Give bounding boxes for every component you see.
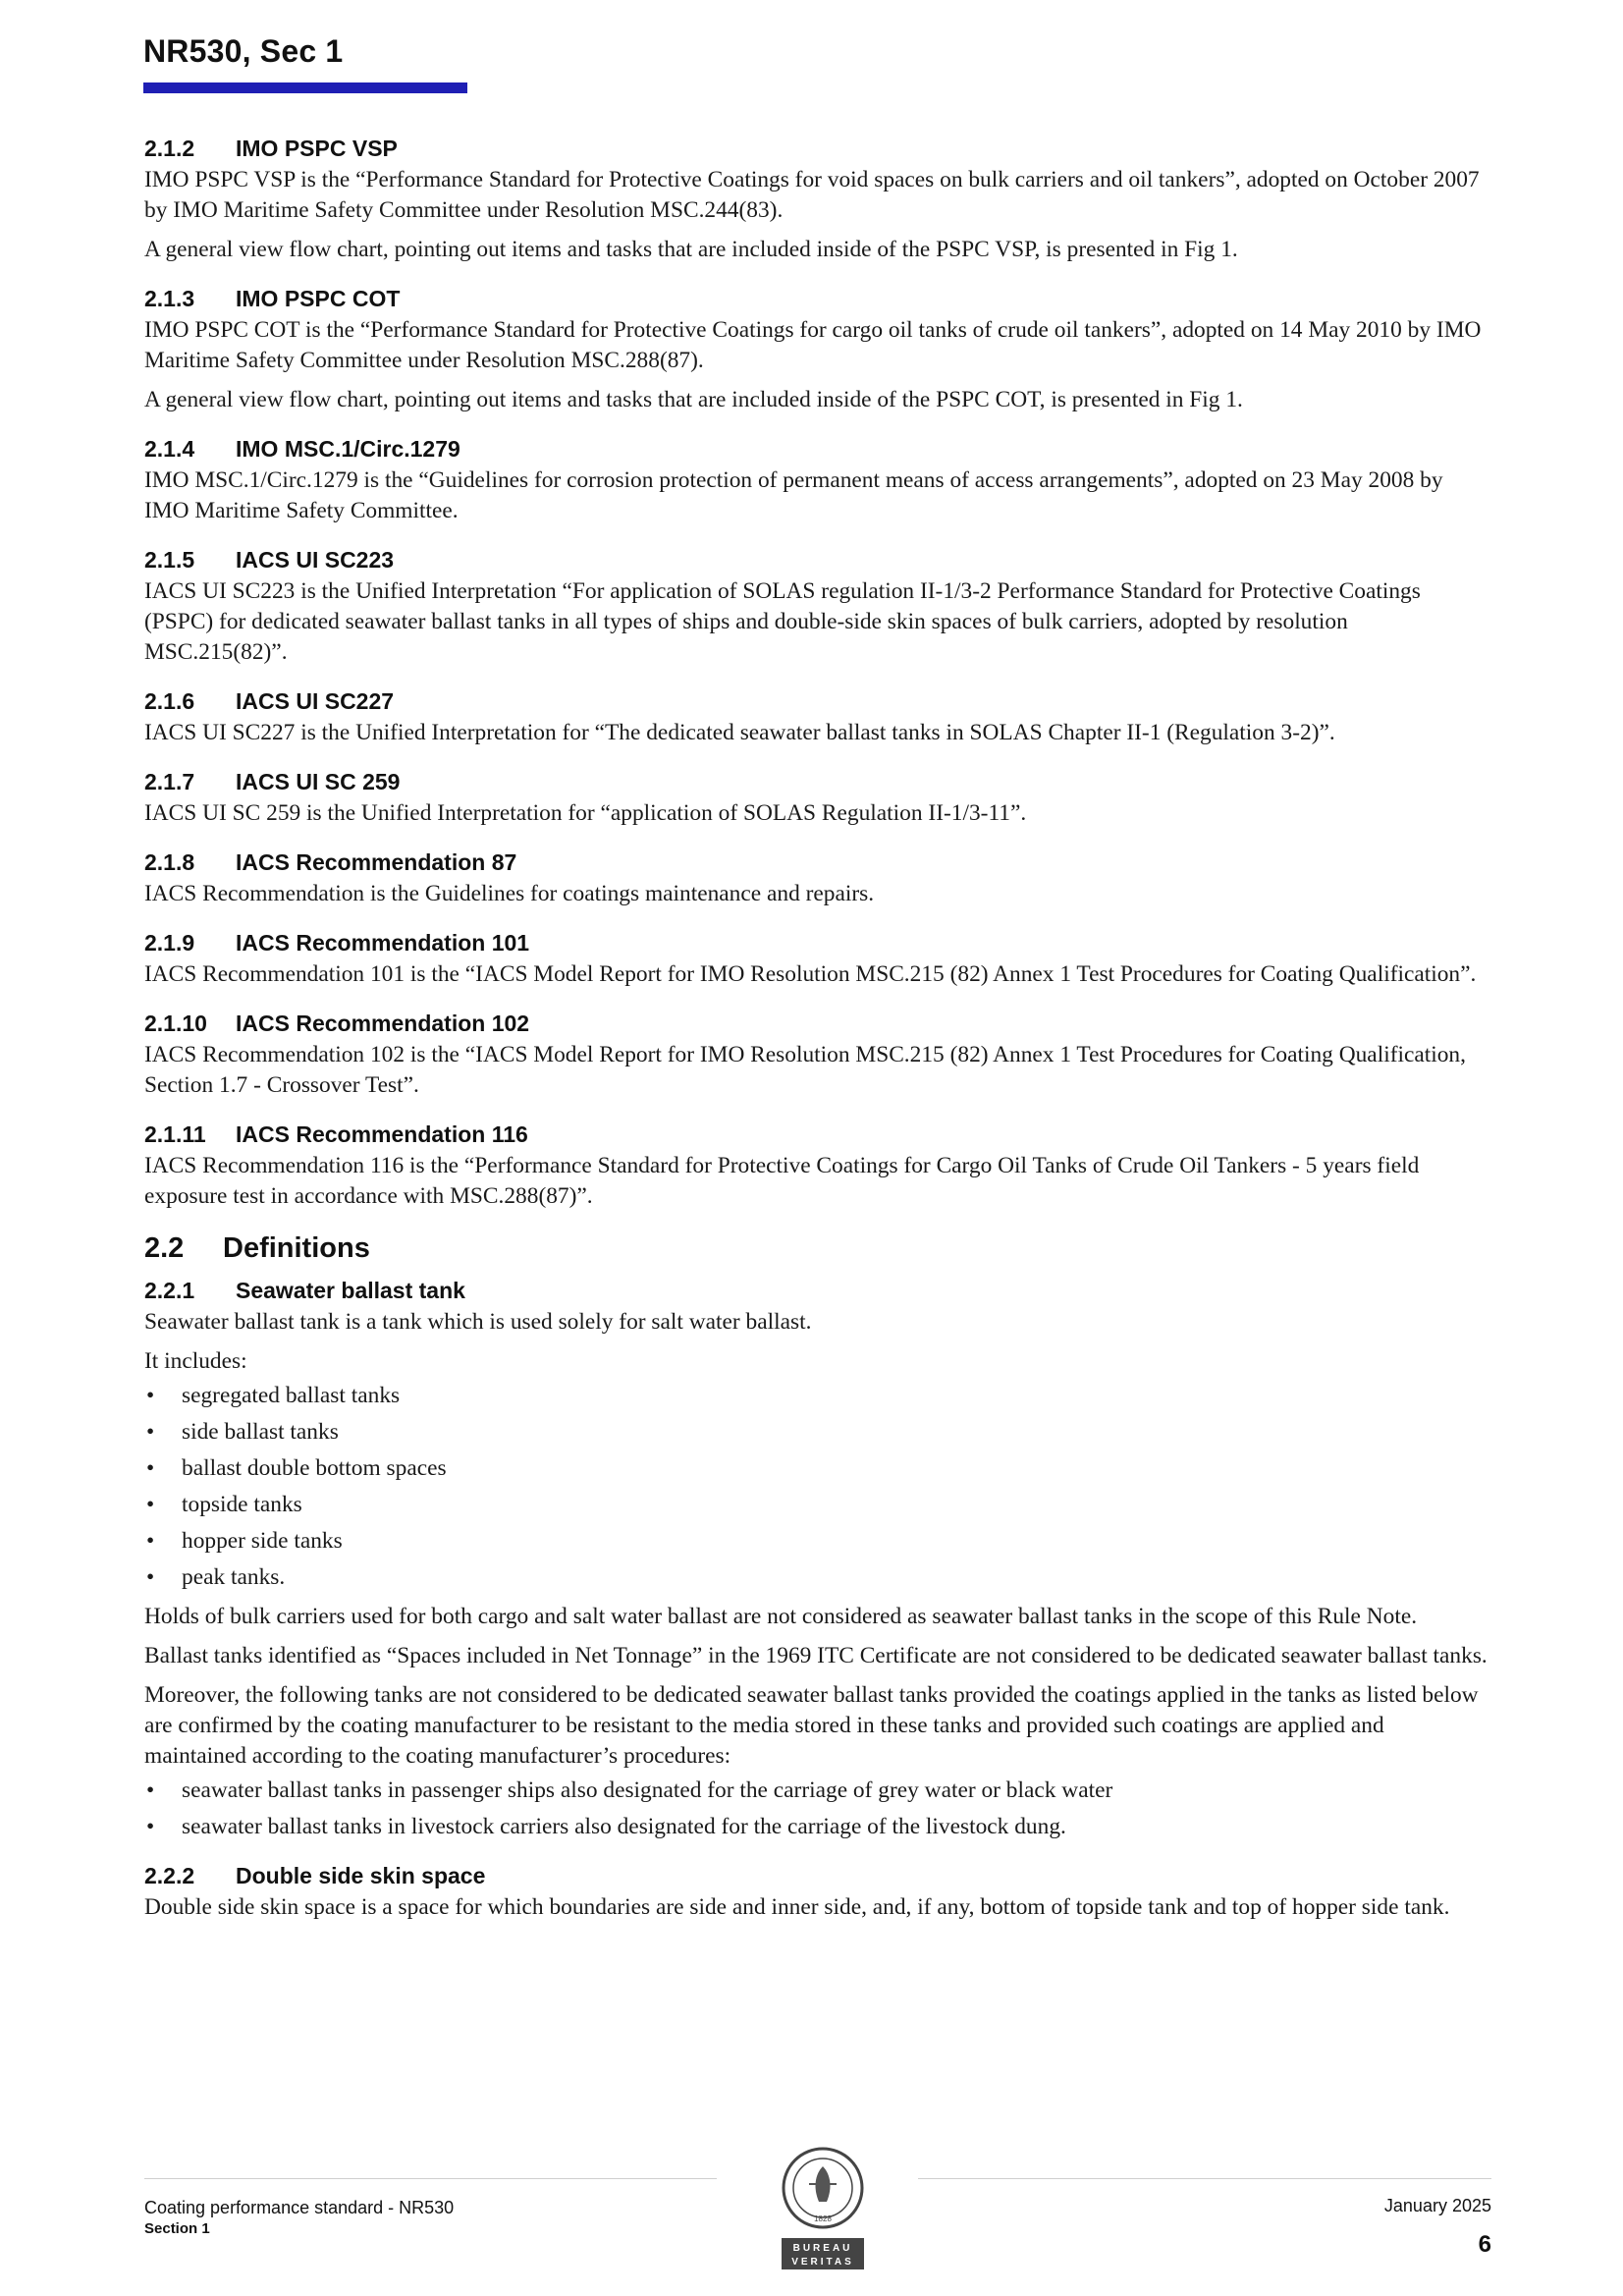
paragraph: A general view flow chart, pointing out items and tasks that are included inside of the PSPC COT, is presented in Fig 1. — [144, 387, 1243, 412]
footer-doc-title: Coating performance standard - NR530 — [144, 2198, 455, 2217]
header-accent-bar — [143, 82, 467, 93]
subsection-number: 2.1.6 — [144, 688, 195, 714]
subsection-heading — [144, 1007, 1489, 1040]
subsection-heading — [144, 765, 1489, 798]
subsection-title: IACS Recommendation 102 — [236, 1011, 530, 1036]
subsection-title: Double side skin space — [236, 1863, 486, 1888]
paragraph: IACS Recommendation 102 is the “IACS Model Report for IMO Resolution MSC.215 (82) Annex 1 Test Procedures for Coating Qualification, Section 1.7 - Crossover Test”. — [144, 1042, 1466, 1098]
document-body — [144, 132, 1489, 1940]
list-item — [144, 1453, 1489, 1484]
logo-word-2: VERITAS — [791, 2257, 854, 2268]
section-block — [144, 1007, 1489, 1101]
list-item-text: ballast double bottom spaces — [182, 1455, 447, 1481]
paragraph: Ballast tanks identified as “Spaces included in Net Tonnage” in the 1969 ITC Certificate are not considered to be dedicated seawater ballast tanks. — [144, 1643, 1488, 1668]
section-list — [144, 132, 1489, 1212]
section-block — [144, 846, 1489, 909]
subsection-heading — [144, 132, 1489, 165]
footer-date: January 2025 — [1383, 2196, 1491, 2215]
subsection-number: 2.1.8 — [144, 849, 195, 875]
subsection-title: IMO PSPC COT — [236, 286, 401, 311]
subsection-heading — [144, 543, 1489, 576]
bullet-icon: • — [146, 1814, 155, 1839]
subsection-title: IACS Recommendation 101 — [236, 930, 530, 956]
list-item — [144, 1417, 1489, 1448]
bullet-icon: • — [146, 1455, 155, 1481]
bullet-icon: • — [146, 1419, 155, 1445]
bullet-icon: • — [146, 1492, 155, 1517]
section-2-2-1 — [144, 1274, 1489, 1842]
list-item — [144, 1526, 1489, 1557]
list-item — [144, 1812, 1489, 1842]
paragraph: IACS UI SC227 is the Unified Interpretation for “The dedicated seawater ballast tanks in SOLAS Chapter II-1 (Regulation 3-2)”. — [144, 720, 1335, 745]
section-block — [144, 282, 1489, 415]
footer-section: Section 1 — [144, 2220, 210, 2237]
list-item — [144, 1381, 1489, 1411]
list-item-text: topside tanks — [182, 1492, 302, 1517]
list-item — [144, 1562, 1489, 1593]
paragraph: IACS UI SC223 is the Unified Interpretation “For application of SOLAS regulation II-1/3-2 Performance Standard for Protective Coatings (PSPC) for dedicated seawater ballast tanks in all types of ships and double-side skin spaces of bulk carriers, adopted by resolution MSC.215(82)”. — [144, 578, 1421, 665]
page-number: 6 — [1478, 2231, 1491, 2258]
list-item-text: seawater ballast tanks in livestock carriers also designated for the carriage of the livestock dung. — [182, 1814, 1066, 1839]
section-block — [144, 765, 1489, 829]
paragraph: IMO PSPC VSP is the “Performance Standard for Protective Coatings for void spaces on bulk carriers and oil tankers”, adopted on October 2007 by IMO Maritime Safety Committee under Resolution MSC.244(83). — [144, 167, 1480, 223]
bullet-icon: • — [146, 1777, 155, 1803]
footer-rule-left — [144, 2178, 717, 2179]
bureau-veritas-logo — [776, 2145, 870, 2272]
subsection-number: 2.1.10 — [144, 1011, 207, 1036]
bullet-list — [144, 1776, 1489, 1842]
section-heading-definitions — [144, 1229, 1489, 1268]
subsection-title: IMO PSPC VSP — [236, 136, 398, 161]
section-title: Definitions — [223, 1232, 370, 1264]
subsection-heading — [144, 282, 1489, 315]
page-header-title: NR530, Sec 1 — [143, 33, 344, 69]
paragraph: Double side skin space is a space for which boundaries are side and inner side, and, if any, bottom of topside tank and top of hopper side tank. — [144, 1894, 1450, 1920]
paragraph: IACS UI SC 259 is the Unified Interpretation for “application of SOLAS Regulation II-1/3-11”. — [144, 800, 1027, 826]
list-item — [144, 1490, 1489, 1520]
bullet-icon: • — [146, 1383, 155, 1408]
subsection-title: IACS UI SC227 — [236, 688, 395, 714]
paragraph: IACS Recommendation 101 is the “IACS Model Report for IMO Resolution MSC.215 (82) Annex 1 Test Procedures for Coating Qualification”. — [144, 961, 1477, 987]
subsection-number: 2.1.9 — [144, 930, 195, 956]
subsection-heading — [144, 846, 1489, 879]
paragraph: IACS Recommendation 116 is the “Performance Standard for Protective Coatings for Cargo Oil Tanks of Crude Oil Tankers - 5 years field exposure test in accordance with MSC.288(87)”. — [144, 1153, 1420, 1209]
subsection-heading — [144, 1859, 1489, 1892]
logo-word-1: BUREAU — [792, 2243, 853, 2254]
section-block — [144, 684, 1489, 748]
footer-left — [144, 2196, 454, 2239]
section-block — [144, 132, 1489, 265]
subsection-title: IMO MSC.1/Circ.1279 — [236, 436, 460, 462]
subsection-number: 2.1.3 — [144, 286, 195, 311]
footer-rule-right — [918, 2178, 1491, 2179]
subsection-heading — [144, 684, 1489, 718]
paragraph: IACS Recommendation is the Guidelines for coatings maintenance and repairs. — [144, 881, 875, 906]
subsection-number: 2.2.1 — [144, 1278, 195, 1303]
subsection-title: IACS Recommendation 87 — [236, 849, 517, 875]
list-item-text: hopper side tanks — [182, 1528, 343, 1554]
subsection-number: 2.1.2 — [144, 136, 195, 161]
subsection-title: IACS Recommendation 116 — [236, 1121, 528, 1147]
paragraph: A general view flow chart, pointing out items and tasks that are included inside of the PSPC VSP, is presented in Fig 1. — [144, 237, 1238, 262]
list-item-text: peak tanks. — [182, 1564, 286, 1590]
section-number: 2.2 — [144, 1232, 185, 1264]
section-block — [144, 543, 1489, 668]
subsection-title: IACS UI SC223 — [236, 547, 395, 573]
list-item-text: seawater ballast tanks in passenger ships also designated for the carriage of grey water or black water — [182, 1777, 1113, 1803]
section-block — [144, 926, 1489, 990]
list-item-text: segregated ballast tanks — [182, 1383, 401, 1408]
list-item — [144, 1776, 1489, 1806]
logo-year: 1828 — [814, 2214, 832, 2223]
section-block — [144, 432, 1489, 526]
subsection-title: Seawater ballast tank — [236, 1278, 465, 1303]
subsection-heading — [144, 432, 1489, 465]
section-2-2-2 — [144, 1859, 1489, 1923]
section-block — [144, 1118, 1489, 1212]
subsection-heading — [144, 1118, 1489, 1151]
bullet-icon: • — [146, 1528, 155, 1554]
subsection-title: IACS UI SC 259 — [236, 769, 401, 794]
paragraph: IMO MSC.1/Circ.1279 is the “Guidelines for corrosion protection of permanent means of access arrangements”, adopted on 23 May 2008 by IMO Maritime Safety Committee. — [144, 467, 1443, 523]
paragraph: Holds of bulk carriers used for both cargo and salt water ballast are not considered as seawater ballast tanks in the scope of this Rule Note. — [144, 1604, 1418, 1629]
bullet-list — [144, 1381, 1489, 1593]
paragraph: Moreover, the following tanks are not considered to be dedicated seawater ballast tanks provided the coatings applied in the tanks as listed below are confirmed by the coating manufacturer to be resistant to the media stored in these tanks and provided such coatings are applied and maintained according to the coating manufacturer’s procedures: — [144, 1682, 1479, 1769]
subsection-heading — [144, 1274, 1489, 1307]
subsection-number: 2.2.2 — [144, 1863, 195, 1888]
subsection-number: 2.1.11 — [144, 1121, 206, 1147]
subsection-number: 2.1.5 — [144, 547, 195, 573]
paragraph: Seawater ballast tank is a tank which is used solely for salt water ballast. — [144, 1309, 812, 1335]
paragraph: It includes: — [144, 1348, 247, 1374]
list-item-text: side ballast tanks — [182, 1419, 339, 1445]
subsection-number: 2.1.4 — [144, 436, 195, 462]
bullet-icon: • — [146, 1564, 155, 1590]
subsection-number: 2.1.7 — [144, 769, 195, 794]
subsection-heading — [144, 926, 1489, 959]
paragraph: IMO PSPC COT is the “Performance Standard for Protective Coatings for cargo oil tanks of crude oil tankers”, adopted on 14 May 2010 by IMO Maritime Safety Committee under Resolution MSC.288(87). — [144, 317, 1482, 373]
